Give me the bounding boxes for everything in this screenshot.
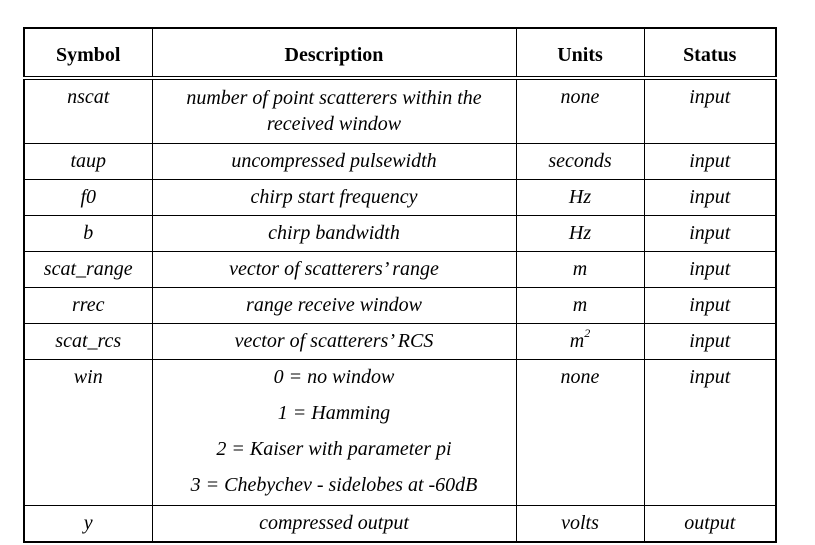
cell-description <box>152 360 516 506</box>
cell-symbol: rrec <box>24 288 152 324</box>
window-option: 0 = no window <box>273 366 395 388</box>
cell-description: compressed output <box>152 506 516 543</box>
cell-status: input <box>644 360 776 506</box>
window-option: 1 = Hamming <box>277 402 391 424</box>
cell-status: input <box>644 288 776 324</box>
cell-status: input <box>644 180 776 216</box>
window-option: 2 = Kaiser with parameter pi <box>216 438 452 460</box>
cell-status: input <box>644 252 776 288</box>
cell-status: input <box>644 144 776 180</box>
cell-status: input <box>644 78 776 144</box>
cell-units: none <box>516 78 644 144</box>
table-row <box>24 288 776 324</box>
cell-units: seconds <box>516 144 644 180</box>
cell-symbol: nscat <box>24 78 152 144</box>
header-row <box>24 28 776 78</box>
cell-status: input <box>644 324 776 360</box>
cell-description: vector of scatterers’ RCS <box>152 324 516 360</box>
table-row <box>24 78 776 144</box>
cell-symbol: taup <box>24 144 152 180</box>
cell-units: m <box>516 252 644 288</box>
cell-description: range receive window <box>152 288 516 324</box>
cell-description: vector of scatterers’ range <box>152 252 516 288</box>
cell-units: none <box>516 360 644 506</box>
cell-status: input <box>644 216 776 252</box>
units-base: m <box>569 330 585 352</box>
units-exponent: 2 <box>584 326 591 340</box>
header-symbol: Symbol <box>24 28 152 78</box>
cell-units: volts <box>516 506 644 543</box>
cell-units: m <box>516 288 644 324</box>
cell-description: uncompressed pulsewidth <box>152 144 516 180</box>
header-units: Units <box>516 28 644 78</box>
cell-description: chirp bandwidth <box>152 216 516 252</box>
cell-symbol: scat_rcs <box>24 324 152 360</box>
header-status: Status <box>644 28 776 78</box>
table-row <box>24 506 776 543</box>
table-row <box>24 252 776 288</box>
window-option: 3 = Chebychev - sidelobes at -60dB <box>190 474 478 496</box>
table-row <box>24 144 776 180</box>
cell-symbol: win <box>24 360 152 506</box>
parameter-table <box>23 27 777 543</box>
cell-units <box>516 324 644 360</box>
cell-symbol: y <box>24 506 152 543</box>
cell-description: number of point scatterers within the received window <box>152 78 516 144</box>
cell-symbol: b <box>24 216 152 252</box>
cell-status: output <box>644 506 776 543</box>
table-row <box>24 180 776 216</box>
cell-units: Hz <box>516 180 644 216</box>
cell-description: chirp start frequency <box>152 180 516 216</box>
table-row <box>24 360 776 506</box>
header-description: Description <box>152 28 516 78</box>
cell-symbol: scat_range <box>24 252 152 288</box>
cell-symbol: f0 <box>24 180 152 216</box>
table-row <box>24 324 776 360</box>
cell-units: Hz <box>516 216 644 252</box>
table-row <box>24 216 776 252</box>
